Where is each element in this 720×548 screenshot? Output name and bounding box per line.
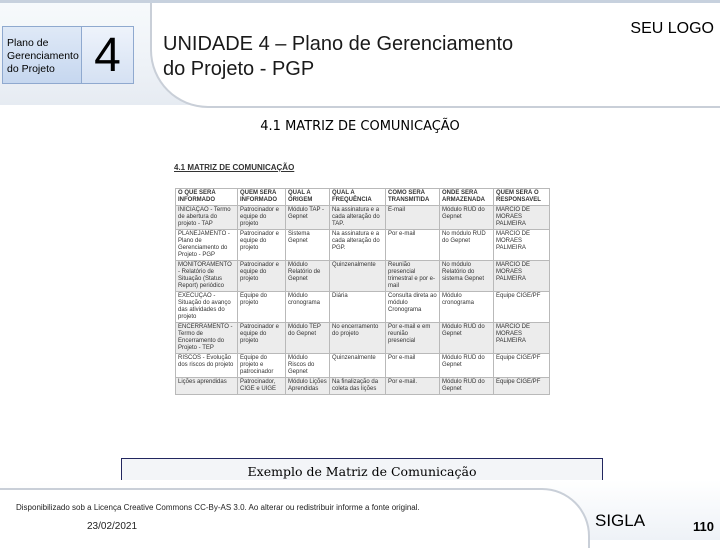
table-cell: Equipe CIGE/PF — [494, 354, 550, 378]
logo-placeholder: SEU LOGO — [630, 20, 714, 37]
column-header: O QUE SERÁ INFORMADO — [176, 189, 238, 206]
column-header: ONDE SERÁ ARMAZENADA — [440, 189, 494, 206]
table-cell: Patrocinador e equipe do projeto — [238, 230, 286, 261]
table-cell: Equipe CIGE/PF — [494, 378, 550, 395]
table-cell: Por e-mail — [386, 230, 440, 261]
table-cell: MARCIO DE MORAES PALMEIRA — [494, 230, 550, 261]
column-header: QUEM SERÁ INFORMADO — [238, 189, 286, 206]
table-cell: Módulo cronograma — [286, 292, 330, 323]
table-row — [176, 206, 550, 230]
table-cell: MARCIO DE MORAES PALMEIRA — [494, 206, 550, 230]
table-cell: Módulo RUD do Gepnet — [440, 206, 494, 230]
header-edge — [0, 0, 720, 3]
table-cell: Diária — [330, 292, 386, 323]
table-cell: Por e-mail e em reunião presencial — [386, 323, 440, 354]
page-number: 110 — [693, 519, 714, 534]
table-cell: Módulo Riscos do Gepnet — [286, 354, 330, 378]
table-cell: No módulo Relatório do sistema Gepnet — [440, 261, 494, 292]
column-header: QUAL A FREQUÊNCIA — [330, 189, 386, 206]
table-cell: Por e-mail — [386, 354, 440, 378]
table-cell: Quinzenalmente — [330, 261, 386, 292]
section-title: 4.1 MATRIZ DE COMUNICAÇÃO — [260, 119, 460, 134]
column-header: QUEM SERÁ O RESPONSAVEL — [494, 189, 550, 206]
table-cell: Consulta direta ao módulo Cronograma — [386, 292, 440, 323]
unit-number: 4 — [94, 29, 121, 82]
license-text: Disponibilizado sob a Licença Creative Commons CC-By-AS 3.0. Ao alterar ou redistribuir informe a fonte original. — [16, 503, 420, 512]
table-cell: Sistema Gepnet — [286, 230, 330, 261]
communication-matrix-table — [175, 188, 550, 395]
page-title: UNIDADE 4 – Plano de Gerenciamento do Projeto - PGP — [163, 33, 514, 80]
column-header: COMO SERÁ TRANSMITIDA — [386, 189, 440, 206]
table-cell: No módulo RUD do Gepnet — [440, 230, 494, 261]
table-cell: Módulo Lições Aprendidas — [286, 378, 330, 395]
table-cell: RISCOS - Evolução dos riscos do projeto — [176, 354, 238, 378]
table-cell: INICIAÇÃO - Termo de abertura do projeto - TAP — [176, 206, 238, 230]
table-cell: MONITORAMENTO - Relatório de Situação (Status Report) periódico — [176, 261, 238, 292]
communication-matrix-figure — [170, 158, 550, 436]
table-row — [176, 354, 550, 378]
table-cell: Patrocinador e equipe do projeto — [238, 206, 286, 230]
table-cell: Reunião presencial trimestral e por e-mail — [386, 261, 440, 292]
table-cell: Patrocinador, CIGE e UIGE — [238, 378, 286, 395]
table-body — [176, 206, 550, 395]
table-row — [176, 230, 550, 261]
table-cell: Módulo Relatório de Gepnet — [286, 261, 330, 292]
table-cell: Módulo RUD do Gepnet — [440, 323, 494, 354]
table-cell: Lições aprendidas — [176, 378, 238, 395]
table-row — [176, 323, 550, 354]
table-cell: PLANEJAMENTO - Plano de Gerenciamento do Projeto - PGP — [176, 230, 238, 261]
table-cell: Equipe do projeto — [238, 292, 286, 323]
table-cell: Equipe do projeto e patrocinador — [238, 354, 286, 378]
matrix-title: 4.1 MATRIZ DE COMUNICAÇÃO — [174, 163, 295, 172]
table-row — [176, 378, 550, 395]
sigla-text: SIGLA — [595, 511, 646, 530]
table-cell: Na finalização da coleta das lições — [330, 378, 386, 395]
table-cell: Patrocinador e equipe do projeto — [238, 261, 286, 292]
table-cell: Módulo TEP do Gepnet — [286, 323, 330, 354]
footer-curve — [0, 488, 590, 548]
table-cell: MARCIO DE MORAES PALMEIRA — [494, 323, 550, 354]
table-cell: Na assinatura e a cada alteração do TAP. — [330, 206, 386, 230]
table-cell: Por e-mail. — [386, 378, 440, 395]
table-cell: EXECUÇÃO - Situação do avanço das atividades do projeto — [176, 292, 238, 323]
table-cell: Módulo RUD do Gepnet — [440, 354, 494, 378]
table-cell: E-mail — [386, 206, 440, 230]
date-text: 23/02/2021 — [87, 521, 138, 532]
table-cell: Quinzenalmente — [330, 354, 386, 378]
figure-caption: Exemplo de Matriz de Comunicação — [121, 458, 603, 484]
table-cell: MARCIO DE MORAES PALMEIRA — [494, 261, 550, 292]
unit-label-box — [2, 26, 82, 84]
table-cell: Patrocinador e equipe do projeto — [238, 323, 286, 354]
unit-label: Plano de Gerenciamento do Projeto — [7, 37, 79, 75]
table-cell: Módulo cronograma — [440, 292, 494, 323]
table-cell: Módulo RUD do Gepnet — [440, 378, 494, 395]
table-header-row — [176, 189, 550, 206]
column-header: QUAL A ORIGEM — [286, 189, 330, 206]
table-cell: Na assinatura e a cada alteração do PGP. — [330, 230, 386, 261]
table-row — [176, 261, 550, 292]
unit-number-box — [82, 26, 134, 84]
table-cell: Equipe CIGE/PF — [494, 292, 550, 323]
table-cell: ENCERRAMENTO - Termo de Encerramento do Projeto - TEP — [176, 323, 238, 354]
table-cell: Módulo TAP - Gepnet — [286, 206, 330, 230]
table-cell: No encerramento do projeto — [330, 323, 386, 354]
table-row — [176, 292, 550, 323]
